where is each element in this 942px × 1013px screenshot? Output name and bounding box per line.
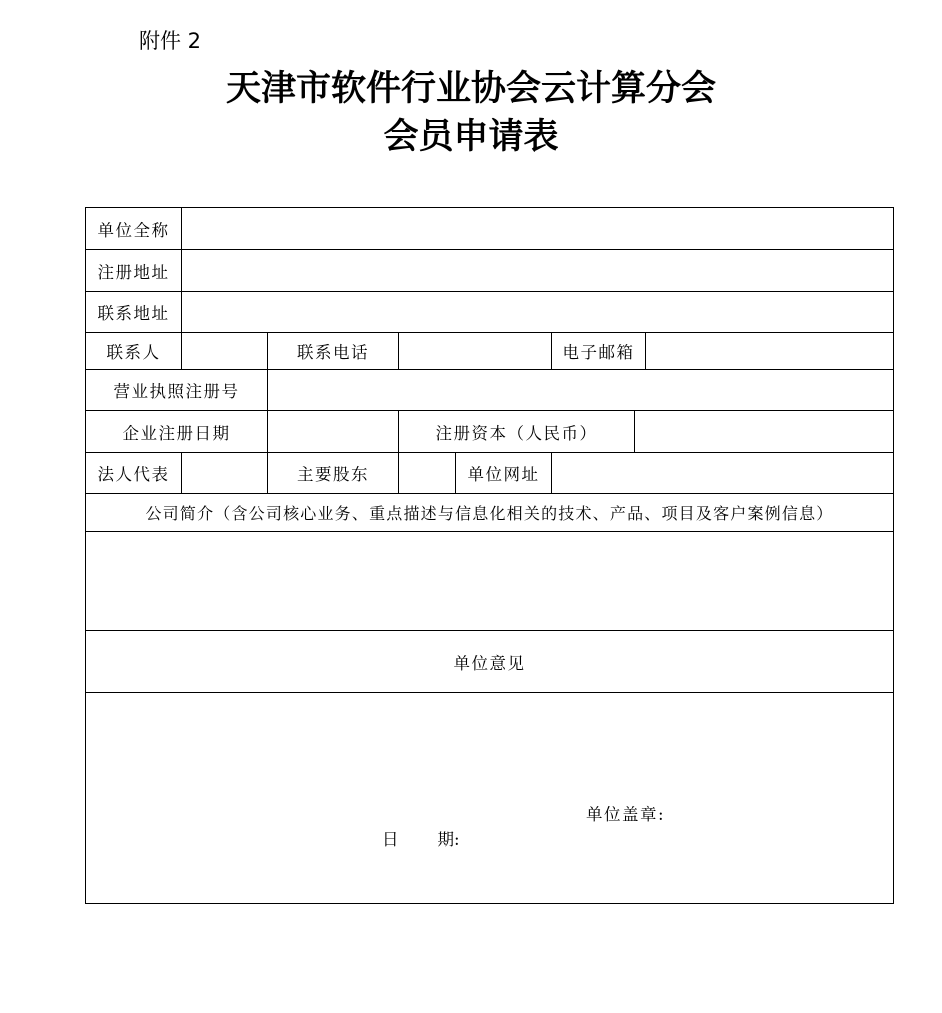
unit-full-name-label: 单位全称 <box>97 220 170 240</box>
company-intro-label: 公司简介（含公司核心业务、重点描述与信息化相关的技术、产品、项目及客户案例信息） <box>145 504 834 523</box>
date-label-part2: 期: <box>437 830 460 849</box>
contact-person-label: 联系人 <box>106 343 161 362</box>
contact-phone-label: 联系电话 <box>297 343 369 362</box>
email-field[interactable] <box>646 333 894 369</box>
attachment-label: 附件 2 <box>139 29 202 53</box>
form-title: 天津市软件行业协会云计算分会 <box>225 68 716 109</box>
contact-person-field[interactable] <box>182 333 267 369</box>
main-shareholders-label: 主要股东 <box>297 465 369 484</box>
legal-representative-field[interactable] <box>182 453 267 493</box>
date-label-part1: 日 <box>382 830 399 849</box>
contact-address-label: 联系地址 <box>97 304 170 323</box>
website-label: 单位网址 <box>467 465 540 484</box>
company-intro-field[interactable] <box>86 532 893 630</box>
registered-address-field[interactable] <box>182 250 894 291</box>
registration-date-label: 企业注册日期 <box>122 423 231 443</box>
form-subtitle: 会员申请表 <box>383 116 559 157</box>
unit-seal-label: 单位盖章: <box>586 805 666 824</box>
website-field[interactable] <box>552 453 894 493</box>
main-shareholders-field[interactable] <box>399 453 455 493</box>
contact-phone-field[interactable] <box>399 333 551 369</box>
registration-date-field[interactable] <box>268 411 398 452</box>
unit-opinion-label: 单位意见 <box>453 653 526 673</box>
unit-full-name-field[interactable] <box>182 208 894 249</box>
unit-opinion-field[interactable] <box>86 693 893 903</box>
contact-address-field[interactable] <box>182 292 894 332</box>
business-license-label: 营业执照注册号 <box>113 382 240 401</box>
registered-capital-label: 注册资本（人民币） <box>435 423 598 443</box>
date-label <box>382 826 460 850</box>
application-form-table <box>85 207 894 904</box>
registered-address-label: 注册地址 <box>97 262 170 282</box>
email-label: 电子邮箱 <box>562 343 635 362</box>
business-license-field[interactable] <box>268 370 894 410</box>
registered-capital-field[interactable] <box>635 411 894 452</box>
legal-representative-label: 法人代表 <box>97 465 170 484</box>
